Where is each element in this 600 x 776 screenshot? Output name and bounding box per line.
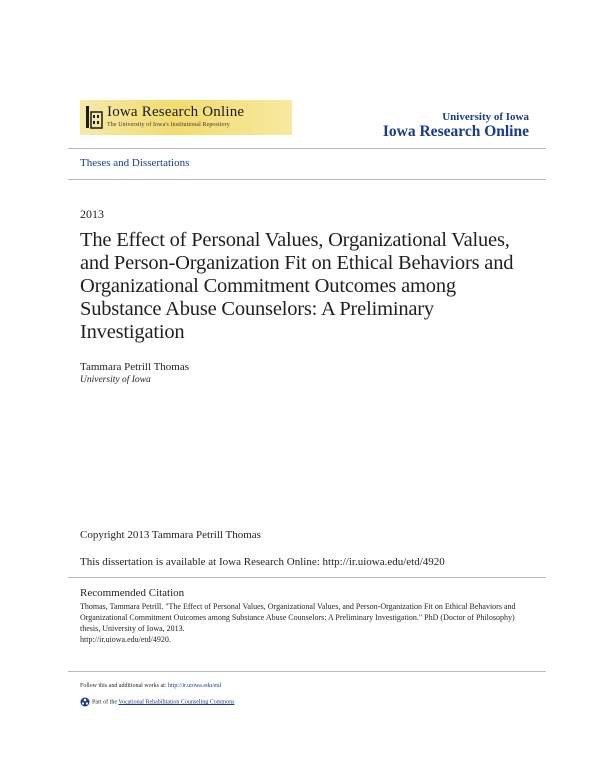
repository-name[interactable]: Iowa Research Online xyxy=(382,123,529,140)
university-name[interactable]: University of Iowa xyxy=(442,111,529,123)
citation-heading: Recommended Citation xyxy=(80,587,185,599)
copyright-statement: Copyright 2013 Tammara Petrill Thomas xyxy=(80,529,261,541)
citation-url: http://ir.uiowa.edu/etd/4920. xyxy=(80,635,171,644)
publication-year: 2013 xyxy=(80,207,104,221)
collection-link[interactable]: Theses and Dissertations xyxy=(80,157,190,169)
network-commons-icon xyxy=(80,697,90,707)
part-of-line xyxy=(80,697,234,707)
part-of-text: Part of the xyxy=(92,699,119,706)
dissertation-title: The Effect of Personal Values, Organizational Values, and Person-Organization Fit on Ethical Behaviors and Organizational Commitment Outcomes among Substance Abuse Counselors: A Preliminary Investigation xyxy=(80,229,514,343)
follow-link[interactable]: http://ir.uiowa.edu/etd xyxy=(168,683,221,689)
citation-divider xyxy=(68,577,546,578)
footer-divider xyxy=(68,671,546,672)
logo-tagline: The University of Iowa's Institutional Repository xyxy=(107,122,230,128)
author-name: Tammara Petrill Thomas xyxy=(80,361,190,373)
building-logo-icon xyxy=(84,104,104,130)
follow-text: Follow this and additional works at: xyxy=(80,683,168,689)
citation-block xyxy=(80,601,528,645)
follow-line xyxy=(80,683,221,689)
commons-link[interactable]: Vocational Rehabilitation Counseling Commons xyxy=(118,699,235,706)
collection-divider xyxy=(68,179,546,180)
availability-link[interactable]: http://ir.uiowa.edu/etd/4920 xyxy=(322,556,445,568)
availability-text: This dissertation is available at Iowa Research Online: xyxy=(80,556,323,568)
availability-statement xyxy=(80,556,445,568)
author-affiliation: University of Iowa xyxy=(80,375,151,385)
citation-text: Thomas, Tammara Petrill. "The Effect of Personal Values, Organizational Values, and Person-Organization Fit on Ethical Behaviors and Organizational Commitment Outcomes among Substance Abuse Counselors: A Preliminary Investigation." PhD (Doctor of Philosophy) thesis, University of Iowa, 2013. xyxy=(80,602,516,633)
header-divider xyxy=(68,148,546,149)
iro-logo-banner[interactable] xyxy=(80,100,292,135)
logo-title: Iowa Research Online xyxy=(107,104,245,120)
